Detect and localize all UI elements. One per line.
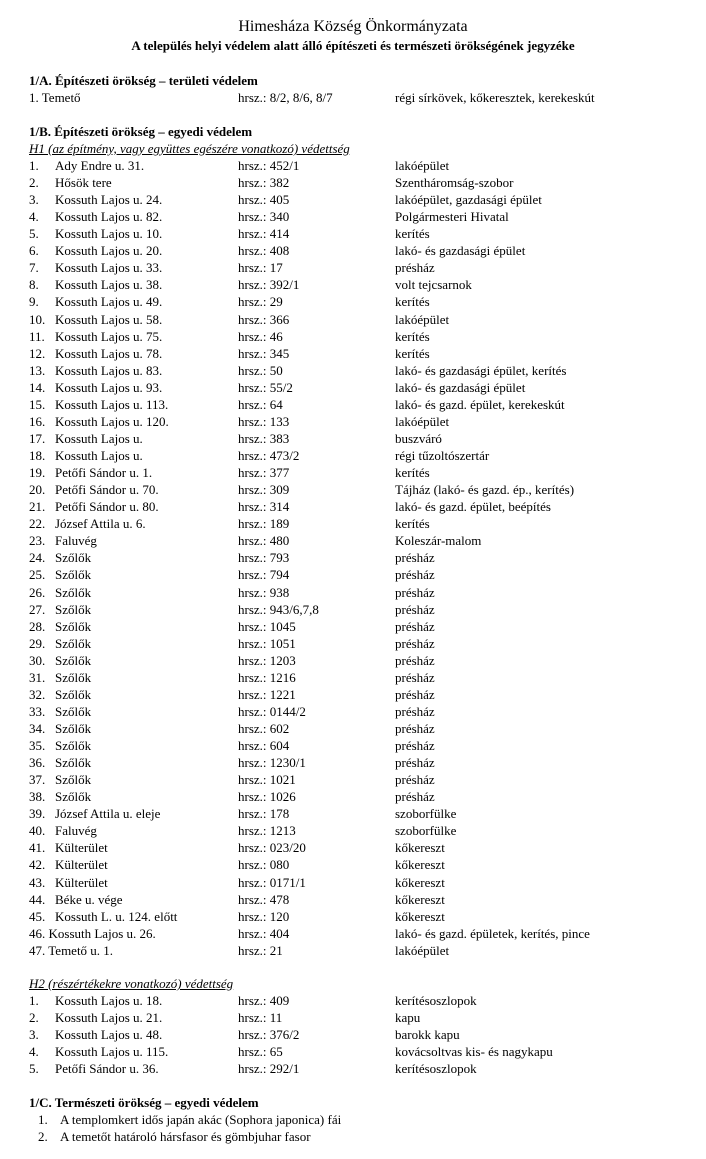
row-description: kerítés (395, 346, 430, 361)
section-a-item (0, 89, 706, 106)
row-hrsz: hrsz.: 376/2 (238, 1027, 300, 1042)
row-description: kerítésoszlopok (395, 993, 477, 1008)
table-row (0, 908, 706, 925)
row-number: 28. (29, 619, 46, 634)
row-hrsz: hrsz.: 50 (238, 363, 283, 378)
table-row (0, 1026, 706, 1043)
row-address: Szőlők (55, 550, 92, 565)
row-address: Kossuth Lajos u. 49. (55, 294, 163, 309)
row-number: 43. (29, 875, 46, 890)
table-row (0, 549, 706, 566)
table-row (0, 362, 706, 379)
row-description: lakó- és gazdasági épület, kerítés (395, 363, 567, 378)
section-a-item-hrsz: hrsz.: 8/2, 8/6, 8/7 (238, 90, 333, 105)
table-row (0, 720, 706, 737)
table-row (0, 1060, 706, 1077)
row-address: Kossuth Lajos u. 120. (55, 414, 169, 429)
row-address: Külterület (55, 875, 108, 890)
row-address: Szőlők (55, 704, 92, 719)
row-hrsz: hrsz.: 345 (238, 346, 290, 361)
table-row (0, 566, 706, 583)
row-number: 33. (29, 704, 46, 719)
row-description: kerítés (395, 226, 430, 241)
row-address: Szőlők (55, 653, 92, 668)
row-number: 39. (29, 806, 46, 821)
table-row (0, 601, 706, 618)
row-number: 14. (29, 380, 46, 395)
row-hrsz: hrsz.: 414 (238, 226, 290, 241)
row-address: Szőlők (55, 602, 92, 617)
row-hrsz: hrsz.: 309 (238, 482, 290, 497)
table-row (0, 498, 706, 515)
row-number: 7. (29, 260, 39, 275)
row-description: lakó- és gazdasági épület (395, 243, 526, 258)
row-address: Külterület (55, 857, 108, 872)
row-number: 36. (29, 755, 46, 770)
table-row (0, 328, 706, 345)
table-row (0, 839, 706, 856)
row-address: Kossuth Lajos u. 58. (55, 312, 163, 327)
section-b-heading: 1/B. Építészeti örökség – egyedi védelem (29, 124, 253, 139)
row-number: 44. (29, 892, 46, 907)
row-hrsz: hrsz.: 452/1 (238, 158, 300, 173)
row-address: Kossuth Lajos u. 75. (55, 329, 163, 344)
row-number: 6. (29, 243, 39, 258)
row-address: Kossuth Lajos u. 93. (55, 380, 163, 395)
row-address: Szőlők (55, 687, 92, 702)
row-hrsz: hrsz.: 080 (238, 857, 290, 872)
row-address: Kossuth Lajos u. 33. (55, 260, 163, 275)
row-number: 40. (29, 823, 46, 838)
row-number: 1. (29, 158, 39, 173)
row-hrsz: hrsz.: 1026 (238, 789, 296, 804)
row-description: lakó- és gazd. épületek, kerítés, pince (395, 926, 590, 941)
row-description: barokk kapu (395, 1027, 460, 1042)
row-number: 19. (29, 465, 46, 480)
table-row (0, 635, 706, 652)
row-hrsz: hrsz.: 408 (238, 243, 290, 258)
row-hrsz: hrsz.: 377 (238, 465, 290, 480)
table-row (0, 259, 706, 276)
row-address: Szőlők (55, 567, 92, 582)
row-description: présház (395, 670, 435, 685)
row-address: Szőlők (55, 738, 92, 753)
row-number: 25. (29, 567, 46, 582)
row-address: Kossuth Lajos u. 18. (55, 993, 163, 1008)
row-address: Petőfi Sándor u. 80. (55, 499, 159, 514)
table-row (0, 447, 706, 464)
row-hrsz: hrsz.: 473/2 (238, 448, 300, 463)
row-address: Kossuth Lajos u. 20. (55, 243, 163, 258)
row-number: 5. (29, 226, 39, 241)
row-hrsz: hrsz.: 938 (238, 585, 290, 600)
item-text: A templomkert idős japán akác (Sophora japonica) fái (60, 1112, 342, 1127)
table-row (0, 464, 706, 481)
h1-subheading: H1 (az építmény, vagy együttes egészére vonatkozó) védettség (29, 141, 350, 156)
table-row (0, 225, 706, 242)
row-description: kerítés (395, 465, 430, 480)
row-number: 23. (29, 533, 46, 548)
row-address: Kossuth Lajos u. (55, 448, 143, 463)
table-row (0, 208, 706, 225)
row-hrsz: hrsz.: 1216 (238, 670, 296, 685)
table-row (0, 703, 706, 720)
row-number: 38. (29, 789, 46, 804)
table-row (0, 532, 706, 549)
row-hrsz: hrsz.: 405 (238, 192, 290, 207)
row-hrsz: hrsz.: 382 (238, 175, 290, 190)
row-number: 45. (29, 909, 46, 924)
row-description: szoborfülke (395, 823, 457, 838)
row-number: 27. (29, 602, 46, 617)
table-row (0, 652, 706, 669)
row-hrsz: hrsz.: 023/20 (238, 840, 306, 855)
row-description: présház (395, 636, 435, 651)
row-description: kőkereszt (395, 892, 445, 907)
row-hrsz: hrsz.: 21 (238, 943, 283, 958)
row-address: Szőlők (55, 721, 92, 736)
row-number: 9. (29, 294, 39, 309)
table-row (0, 430, 706, 447)
row-number: 21. (29, 499, 46, 514)
row-number: 4. (29, 209, 39, 224)
row-address: Szőlők (55, 585, 92, 600)
table-row (0, 805, 706, 822)
row-description: buszváró (395, 431, 442, 446)
row-number: 31. (29, 670, 46, 685)
row-hrsz: hrsz.: 17 (238, 260, 283, 275)
row-hrsz: hrsz.: 602 (238, 721, 290, 736)
row-hrsz: hrsz.: 1213 (238, 823, 296, 838)
row-number: 18. (29, 448, 46, 463)
section-a-heading: 1/A. Építészeti örökség – területi védelem (29, 73, 258, 88)
row-description: kerítésoszlopok (395, 1061, 477, 1076)
row-description: Szentháromság-szobor (395, 175, 514, 190)
row-hrsz: hrsz.: 314 (238, 499, 290, 514)
table-row (0, 157, 706, 174)
table-row (0, 174, 706, 191)
row-hrsz: hrsz.: 1230/1 (238, 755, 306, 770)
table-row (0, 481, 706, 498)
row-address: Kossuth Lajos u. 48. (55, 1027, 163, 1042)
item-text: A temetőt határoló hársfasor és gömbjuhar fasor (60, 1129, 311, 1144)
row-description: présház (395, 653, 435, 668)
row-address: Kossuth Lajos u. 38. (55, 277, 163, 292)
row-number: 34. (29, 721, 46, 736)
page-title: Himesháza Község Önkormányzata (238, 18, 468, 35)
row-hrsz: hrsz.: 340 (238, 209, 290, 224)
row-description: présház (395, 619, 435, 634)
table-row (0, 1043, 706, 1060)
row-description: lakóépület (395, 414, 450, 429)
row-number: 29. (29, 636, 46, 651)
row-description: présház (395, 687, 435, 702)
row-hrsz: hrsz.: 1051 (238, 636, 296, 651)
row-address: Kossuth Lajos u. 10. (55, 226, 163, 241)
row-description: présház (395, 550, 435, 565)
row-address: Hősök tere (55, 175, 112, 190)
table-row (0, 686, 706, 703)
row-address: Faluvég (55, 533, 97, 548)
table-row (0, 191, 706, 208)
row-number: 13. (29, 363, 46, 378)
table-row (0, 737, 706, 754)
row-address: Szőlők (55, 755, 92, 770)
section-a-item-text: 1. Temető (29, 90, 81, 105)
row-address: Béke u. vége (55, 892, 123, 907)
row-hrsz: hrsz.: 46 (238, 329, 283, 344)
table-row (0, 874, 706, 891)
row-number: 2. (29, 1010, 39, 1025)
table-row (0, 515, 706, 532)
row-hrsz: hrsz.: 392/1 (238, 277, 300, 292)
row-hrsz: hrsz.: 404 (238, 926, 290, 941)
row-number: 8. (29, 277, 39, 292)
row-address: Kossuth Lajos u. 24. (55, 192, 163, 207)
row-hrsz: hrsz.: 383 (238, 431, 290, 446)
table-row (0, 771, 706, 788)
row-number-address: 47. Temető u. 1. (29, 943, 114, 958)
row-hrsz: hrsz.: 1203 (238, 653, 296, 668)
row-hrsz: hrsz.: 292/1 (238, 1061, 300, 1076)
table-row (0, 891, 706, 908)
table-row (0, 311, 706, 328)
row-address: Petőfi Sándor u. 70. (55, 482, 159, 497)
row-number: 3. (29, 1027, 39, 1042)
row-description: présház (395, 567, 435, 582)
row-description: lakóépület (395, 158, 450, 173)
row-number-address: 46. Kossuth Lajos u. 26. (29, 926, 156, 941)
row-hrsz: hrsz.: 178 (238, 806, 290, 821)
row-number: 35. (29, 738, 46, 753)
row-hrsz: hrsz.: 478 (238, 892, 290, 907)
row-number: 41. (29, 840, 46, 855)
row-number: 22. (29, 516, 46, 531)
h2-subheading: H2 (részértékekre vonatkozó) védettség (29, 976, 234, 991)
table-row (0, 379, 706, 396)
list-item (0, 1111, 706, 1128)
row-hrsz: hrsz.: 55/2 (238, 380, 293, 395)
row-description: présház (395, 721, 435, 736)
row-hrsz: hrsz.: 1045 (238, 619, 296, 634)
row-hrsz: hrsz.: 11 (238, 1010, 283, 1025)
table-row (0, 293, 706, 310)
row-address: Petőfi Sándor u. 36. (55, 1061, 159, 1076)
row-address: József Attila u. 6. (55, 516, 146, 531)
row-number: 17. (29, 431, 46, 446)
row-hrsz: hrsz.: 480 (238, 533, 290, 548)
row-address: Szőlők (55, 670, 92, 685)
row-number: 42. (29, 857, 46, 872)
table-row (0, 788, 706, 805)
row-hrsz: hrsz.: 1221 (238, 687, 296, 702)
row-number: 20. (29, 482, 46, 497)
row-description: szoborfülke (395, 806, 457, 821)
row-description: lakóépület, gazdasági épület (395, 192, 542, 207)
row-description: kerítés (395, 294, 430, 309)
row-hrsz: hrsz.: 0144/2 (238, 704, 306, 719)
table-row (0, 584, 706, 601)
table-row (0, 242, 706, 259)
table-row (0, 754, 706, 771)
row-hrsz: hrsz.: 1021 (238, 772, 296, 787)
row-hrsz: hrsz.: 64 (238, 397, 283, 412)
row-description: volt tejcsarnok (395, 277, 472, 292)
row-hrsz: hrsz.: 366 (238, 312, 290, 327)
list-item (0, 1128, 706, 1145)
row-hrsz: hrsz.: 189 (238, 516, 290, 531)
row-description: présház (395, 738, 435, 753)
row-description: Polgármesteri Hivatal (395, 209, 509, 224)
table-row (0, 925, 706, 942)
row-address: Kossuth Lajos u. 21. (55, 1010, 163, 1025)
row-address: Kossuth Lajos u. 82. (55, 209, 163, 224)
row-address: Ady Endre u. 31. (55, 158, 145, 173)
table-row (0, 345, 706, 362)
row-hrsz: hrsz.: 409 (238, 993, 290, 1008)
row-hrsz: hrsz.: 0171/1 (238, 875, 306, 890)
row-address: Petőfi Sándor u. 1. (55, 465, 153, 480)
row-description: Tájház (lakó- és gazd. ép., kerítés) (395, 482, 575, 497)
row-description: présház (395, 585, 435, 600)
row-description: lakó- és gazd. épület, kerekeskút (395, 397, 565, 412)
row-address: Kossuth Lajos u. 78. (55, 346, 163, 361)
row-description: kőkereszt (395, 857, 445, 872)
row-hrsz: hrsz.: 65 (238, 1044, 283, 1059)
row-address: Szőlők (55, 619, 92, 634)
row-description: kőkereszt (395, 909, 445, 924)
row-address: Kossuth Lajos u. 115. (55, 1044, 169, 1059)
row-description: régi tűzoltószertár (395, 448, 490, 463)
row-address: Kossuth L. u. 124. előtt (55, 909, 178, 924)
section-c-heading: 1/C. Természeti örökség – egyedi védelem (29, 1095, 259, 1110)
row-number: 12. (29, 346, 46, 361)
row-description: kőkereszt (395, 840, 445, 855)
row-number: 15. (29, 397, 46, 412)
row-hrsz: hrsz.: 794 (238, 567, 290, 582)
row-address: Faluvég (55, 823, 97, 838)
row-description: lakóépület (395, 312, 450, 327)
row-description: kerítés (395, 329, 430, 344)
table-row (0, 669, 706, 686)
row-description: lakóépület (395, 943, 450, 958)
table-row (0, 413, 706, 430)
row-address: Kossuth Lajos u. 113. (55, 397, 169, 412)
item-number: 2. (38, 1129, 48, 1144)
row-description: kerítés (395, 516, 430, 531)
table-row (0, 942, 706, 959)
row-number: 4. (29, 1044, 39, 1059)
row-address: József Attila u. eleje (55, 806, 161, 821)
row-description: kőkereszt (395, 875, 445, 890)
row-hrsz: hrsz.: 120 (238, 909, 290, 924)
row-address: Szőlők (55, 789, 92, 804)
row-number: 3. (29, 192, 39, 207)
row-number: 5. (29, 1061, 39, 1076)
row-number: 26. (29, 585, 46, 600)
row-hrsz: hrsz.: 793 (238, 550, 290, 565)
table-row (0, 856, 706, 873)
row-hrsz: hrsz.: 943/6,7,8 (238, 602, 319, 617)
row-description: kovácsoltvas kis- és nagykapu (395, 1044, 553, 1059)
row-address: Szőlők (55, 636, 92, 651)
row-number: 1. (29, 993, 39, 1008)
row-description: kapu (395, 1010, 421, 1025)
row-number: 24. (29, 550, 46, 565)
row-number: 11. (29, 329, 45, 344)
row-number: 37. (29, 772, 46, 787)
row-address: Szőlők (55, 772, 92, 787)
row-description: présház (395, 260, 435, 275)
row-number: 2. (29, 175, 39, 190)
row-hrsz: hrsz.: 604 (238, 738, 290, 753)
table-row (0, 822, 706, 839)
table-row (0, 396, 706, 413)
row-hrsz: hrsz.: 29 (238, 294, 283, 309)
row-address: Kossuth Lajos u. (55, 431, 143, 446)
row-description: présház (395, 772, 435, 787)
row-hrsz: hrsz.: 133 (238, 414, 290, 429)
row-description: lakó- és gazdasági épület (395, 380, 526, 395)
table-row (0, 1009, 706, 1026)
table-row (0, 276, 706, 293)
row-description: présház (395, 789, 435, 804)
row-description: présház (395, 755, 435, 770)
row-number: 10. (29, 312, 46, 327)
table-row (0, 992, 706, 1009)
row-address: Külterület (55, 840, 108, 855)
row-address: Kossuth Lajos u. 83. (55, 363, 163, 378)
row-number: 30. (29, 653, 46, 668)
row-description: présház (395, 704, 435, 719)
row-description: lakó- és gazd. épület, beépítés (395, 499, 551, 514)
table-row (0, 618, 706, 635)
page-subtitle: A település helyi védelem alatt álló építészeti és természeti örökségének jegyzéke (131, 38, 575, 53)
section-a-item-desc: régi sírkövek, kőkeresztek, kerekeskút (395, 90, 595, 105)
item-number: 1. (38, 1112, 48, 1127)
row-description: Koleszár-malom (395, 533, 482, 548)
row-number: 32. (29, 687, 46, 702)
row-description: présház (395, 602, 435, 617)
row-number: 16. (29, 414, 46, 429)
